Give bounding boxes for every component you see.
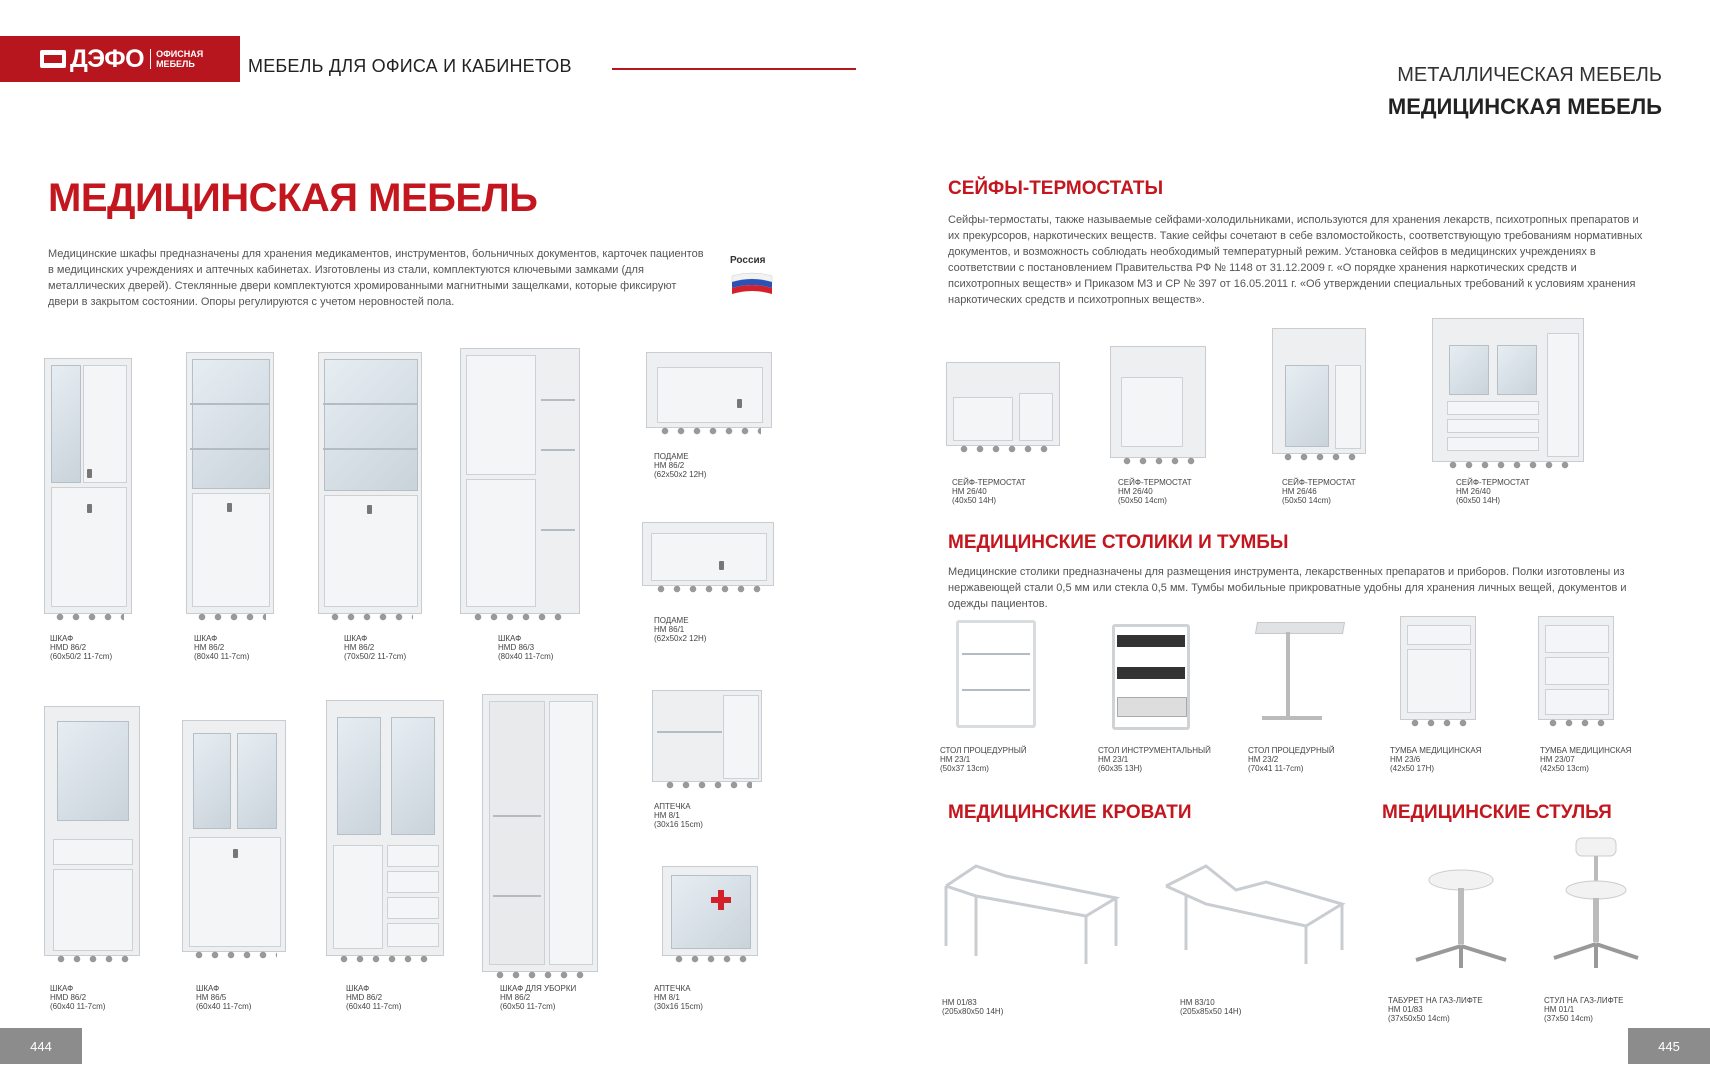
product-caption: ШКАФ ДЛЯ УБОРКИ HM 86/2 (60x50 11-7cm) [500,984,577,1011]
cleaning-cabinet-image [482,694,598,972]
section-header: МЕБЕЛЬ ДЛЯ ОФИСА И КАБИНЕТОВ [248,56,572,76]
section-title-beds: МЕДИЦИНСКИЕ КРОВАТИ [948,802,1192,823]
product-caption: СЕЙФ-ТЕРМОСТАТ HM 26/40 (40x50 14H) [952,478,1026,505]
country-label: Россия [730,255,766,266]
product-caption: СТОЛ ПРОЦЕДУРНЫЙ HM 23/1 (50x37 13cm) [940,746,1027,773]
product-caption: ШКАФ HM 86/2 (70x50/2 11-7cm) [344,634,407,661]
product-caption: ТАБУРЕТ НА ГАЗ-ЛИФТЕ HM 01/83 (37x50x50 14cm) [1388,996,1483,1023]
product-caption: СТОЛ ПРОЦЕДУРНЫЙ HM 23/2 (70x41 11-7cm) [1248,746,1335,773]
product-caption: ШКАФ HMD 86/2 (60x50/2 11-7cm) [50,634,113,661]
medical-bed-image [936,846,1126,966]
page-number: 444 [0,1028,82,1064]
logo-text: ДЭФО [70,44,145,73]
product-caption: ТУМБА МЕДИЦИНСКАЯ HM 23/6 (42x50 17H) [1390,746,1482,773]
instrument-table-image [1112,624,1190,730]
intro-text: Медицинские шкафы предназначены для хранения медикаментов, инструментов, больничных документов, карточек пациентов в медицинских учреждениях и аптечных кабинетах. Изготовлены из стали, комплектуются ключевыми замками (для металлических дверей). Стеклянные двери комплектуются хромированными магнитными защелками, которые фиксируют двери в закрытом состоянии. Опоры регулируются с учетом неровностей пола. [48,248,704,308]
safe-thermostat-image [1432,318,1584,462]
brand-logo [0,36,240,82]
product-caption: СЕЙФ-ТЕРМОСТАТ HM 26/40 (50x50 14cm) [1118,478,1192,505]
product-caption: СТОЛ ИНСТРУМЕНТАЛЬНЫЙ HM 23/1 (60x35 13H) [1098,746,1211,773]
page-title: МЕДИЦИНСКАЯ МЕБЕЛЬ [48,176,538,220]
section-title-safes: СЕЙФЫ-ТЕРМОСТАТЫ [948,178,1164,199]
medical-stool-image [1406,868,1516,972]
category-title: МЕТАЛЛИЧЕСКАЯ МЕБЕЛЬ [1397,64,1662,86]
logo-icon [40,50,66,68]
cabinet-image [186,352,274,614]
safe-thermostat-image [1110,346,1206,458]
product-caption: ШКАФ HM 86/5 (60x40 11-7cm) [196,984,252,1011]
safes-text: Сейфы-термостаты, также называемые сейфами-холодильниками, используются для хранения лекарств, психотропных препаратов и их прекурсоров, наркотических веществ. Такие сейфы сочетают в себе взломостойкость, соответствующую требованиям нормативных документов, и возможность соблюдать необходимый температурный режим. Установка сейфов в медицинских учреждениях в соответствии с постановлением Правительства РФ № 1148 от 31.12.2009 г. «О порядке хранения наркотических средств и психотропных веществ» и Приказом МЗ и СР № 397 от 16.05.2011 г. «Об утверждении специальных требований к условиям хранения наркотических средств и психотропных веществ». [948,214,1643,306]
product-caption: СТУЛ НА ГАЗ-ЛИФТЕ HM 01/1 (37x50 14cm) [1544,996,1624,1023]
box-safe-image [646,352,772,428]
mobile-pedestal-image [1538,616,1614,720]
product-caption: ШКАФ HMD 86/2 (60x40 11-7cm) [346,984,402,1011]
header-divider [612,68,856,70]
cabinet-image [44,358,132,614]
cabinet-image [182,720,286,952]
cabinet-image [326,700,444,956]
procedure-table-image [956,620,1036,728]
bedside-cabinet-image [1400,616,1476,720]
product-caption: СЕЙФ-ТЕРМОСТАТ HM 26/46 (50x50 14cm) [1282,478,1356,505]
logo-subtitle: ОФИСНАЯ МЕБЕЛЬ [150,49,203,69]
safe-thermostat-image [1272,328,1366,454]
tables-text: Медицинские столики предназначены для размещения инструмента, лекарственных препаратов и приборов. Полки изготовлены из нержавеющей стали 0,5 мм или стекла 0,5 мм. Тумбы мобильные прикроватные удобны для хранения личных вещей, документов и одежды пациентов. [948,566,1627,610]
product-caption: ПОДАМЕ HM 86/2 (62x50x2 12H) [654,452,707,479]
product-caption: ШКАФ HM 86/2 (80x40 11-7cm) [194,634,250,661]
safe-thermostat-image [946,362,1060,446]
overbed-table-image [1256,622,1342,726]
product-caption: АПТЕЧКА HM 8/1 (30x16 15cm) [654,802,703,829]
product-caption: СЕЙФ-ТЕРМОСТАТ HM 26/40 (60x50 14H) [1456,478,1530,505]
cabinet-image [318,352,422,614]
product-caption: АПТЕЧКА HM 8/1 (30x16 15cm) [654,984,703,1011]
first-aid-cabinet-image [662,866,758,956]
box-safe-image [642,522,774,586]
product-caption: HM 01/83 (205x80x50 14H) [942,998,1004,1016]
cabinet-image [44,706,140,956]
cabinet-image [460,348,580,614]
product-caption: ПОДАМЕ HM 86/1 (62x50x2 12H) [654,616,707,643]
product-caption: ШКАФ HMD 86/3 (80x40 11-7cm) [498,634,554,661]
medical-chair-image [1546,834,1646,972]
section-title-chairs: МЕДИЦИНСКИЕ СТУЛЬЯ [1382,802,1612,823]
functional-bed-image [1156,846,1352,966]
first-aid-cabinet-image [652,690,762,782]
product-caption: HM 83/10 (205x85x50 14H) [1180,998,1242,1016]
product-caption: ШКАФ HMD 86/2 (60x40 11-7cm) [50,984,106,1011]
page-number: 445 [1628,1028,1710,1064]
product-caption: ТУМБА МЕДИЦИНСКАЯ HM 23/07 (42x50 13cm) [1540,746,1632,773]
russia-flag-icon [730,270,774,300]
subcategory-title: МЕДИЦИНСКАЯ МЕБЕЛЬ [1387,94,1662,119]
section-title-tables: МЕДИЦИНСКИЕ СТОЛИКИ И ТУМБЫ [948,532,1289,553]
